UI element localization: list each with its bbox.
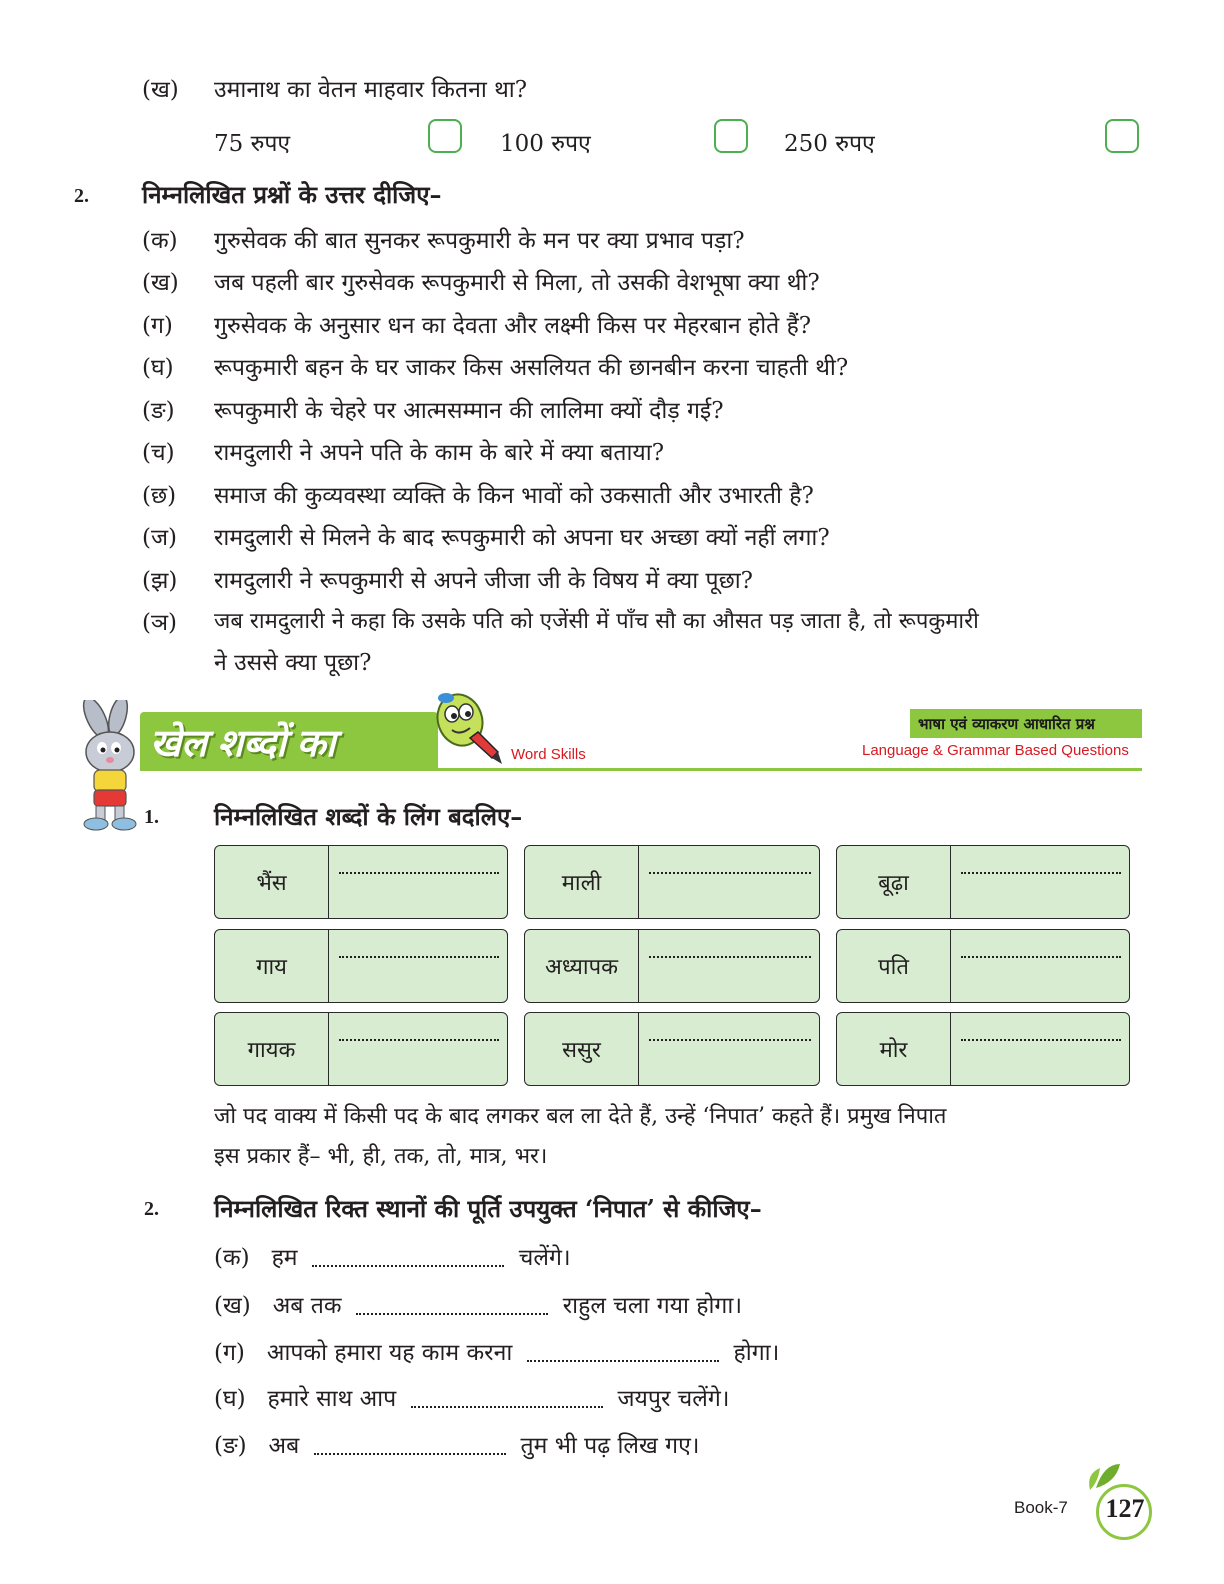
question-text: गुरुसेवक की बात सुनकर रूपकुमारी के मन पर क्या प्रभाव पड़ा? (214, 228, 745, 254)
leaf-icon (1082, 1460, 1122, 1494)
question-text: रामदुलारी से मिलने के बाद रूपकुमारी को अपना घर अच्छा क्यों नहीं लगा? (214, 525, 830, 551)
answer-blank[interactable] (961, 948, 1121, 958)
gender-word: मोर (837, 1013, 951, 1085)
gender-box (836, 1012, 1130, 1086)
question-label: (झ) (142, 568, 178, 594)
question-label: (ङ) (142, 398, 175, 424)
option-checkbox[interactable] (1105, 119, 1139, 153)
fill-label: (क) (214, 1245, 250, 1271)
fill-item (214, 1335, 779, 1367)
question-label: (ज) (142, 525, 178, 551)
banner-underline (140, 768, 1142, 771)
question-text: उमानाथ का वेतन माहवार कितना था? (214, 77, 528, 103)
fill-label: (ग) (214, 1340, 245, 1366)
fill-after: जयपुर चलेंगे। (617, 1386, 730, 1412)
question-label: (ञ) (142, 610, 178, 636)
gender-box (214, 1012, 508, 1086)
gender-box (524, 1012, 820, 1086)
question-text-continued: ने उससे क्या पूछा? (214, 650, 372, 676)
question-label: (क) (142, 228, 178, 254)
fill-label: (ङ) (214, 1433, 247, 1459)
fill-blank[interactable] (527, 1346, 719, 1362)
question-text: रूपकुमारी के चेहरे पर आत्मसम्मान की लालिमा क्यों दौड़ गई? (214, 398, 724, 424)
gender-word: माली (525, 846, 639, 918)
question-text: रूपकुमारी बहन के घर जाकर किस असलियत की छानबीन करना चाहती थी? (214, 355, 849, 381)
grammar-badge-english: Language & Grammar Based Questions (862, 742, 1129, 759)
gender-word: भैंस (215, 846, 329, 918)
section-number: 2. (74, 185, 89, 207)
fill-item (214, 1288, 742, 1320)
question-text: जब पहली बार गुरुसेवक रूपकुमारी से मिला, तो उसकी वेशभूषा क्या थी? (214, 270, 820, 296)
question-label: (ख) (142, 77, 179, 103)
question-label: (घ) (142, 355, 174, 381)
fill-label: (घ) (214, 1386, 246, 1412)
banner-title: खेल शब्दों का (150, 723, 336, 765)
fill-item (214, 1428, 700, 1460)
grammar-badge-text: भाषा एवं व्याकरण आधारित प्रश्न (918, 715, 1095, 733)
fill-label: (ख) (214, 1293, 251, 1319)
fill-blank[interactable] (312, 1251, 504, 1267)
option-text: 75 रुपए (214, 131, 291, 157)
fill-after: होगा। (733, 1340, 780, 1366)
option-checkbox[interactable] (428, 119, 462, 153)
gender-box (524, 929, 820, 1003)
fill-after: राहुल चला गया होगा। (562, 1293, 743, 1319)
nipat-definition-line: जो पद वाक्य में किसी पद के बाद लगकर बल ला देते हैं, उन्हें ‘निपात’ कहते हैं। प्रमुख निपात (214, 1104, 947, 1129)
rabbit-mascot-icon (66, 700, 150, 832)
fill-after: चलेंगे। (518, 1245, 571, 1271)
question-text: समाज की कुव्यवस्था व्यक्ति के किन भावों को उकसाती और उभारती है? (214, 483, 814, 509)
gender-box (524, 845, 820, 919)
answer-blank[interactable] (339, 864, 499, 874)
pencil-mascot-icon (430, 690, 510, 770)
question-text: गुरुसेवक के अनुसार धन का देवता और लक्ष्मी किस पर मेहरबान होते हैं? (214, 313, 812, 339)
question-text: रामदुलारी ने अपने पति के काम के बारे में क्या बताया? (214, 440, 665, 466)
fill-blank[interactable] (356, 1299, 548, 1315)
answer-blank[interactable] (961, 864, 1121, 874)
gender-word: बूढ़ा (837, 846, 951, 918)
option-text: 250 रुपए (784, 131, 875, 157)
gender-box (214, 929, 508, 1003)
answer-blank[interactable] (961, 1031, 1121, 1041)
gender-word: पति (837, 930, 951, 1002)
question-label: (च) (142, 440, 175, 466)
exercise-heading: निम्नलिखित शब्दों के लिंग बदलिए– (214, 802, 523, 831)
question-text: रामदुलारी ने रूपकुमारी से अपने जीजा जी के विषय में क्या पूछा? (214, 568, 753, 594)
answer-blank[interactable] (649, 948, 811, 958)
gender-box (836, 845, 1130, 919)
fill-item (214, 1381, 730, 1413)
question-label: (छ) (142, 483, 177, 509)
answer-blank[interactable] (649, 1031, 811, 1041)
fill-blank[interactable] (314, 1439, 506, 1455)
option-checkbox[interactable] (714, 119, 748, 153)
gender-word: अध्यापक (525, 930, 639, 1002)
answer-blank[interactable] (649, 864, 811, 874)
exercise-number: 2. (144, 1198, 159, 1220)
gender-word: गाय (215, 930, 329, 1002)
section-heading: निम्नलिखित प्रश्नों के उत्तर दीजिए– (142, 180, 442, 209)
fill-before: अब (268, 1433, 300, 1459)
nipat-definition-line: इस प्रकार हैं– भी, ही, तक, तो, मात्र, भर। (214, 1144, 548, 1169)
answer-blank[interactable] (339, 948, 499, 958)
banner-subtitle: Word Skills (511, 746, 586, 763)
question-text: जब रामदुलारी ने कहा कि उसके पति को एजेंसी में पाँच सौ का औसत पड़ जाता है, तो रूपकुमारी (214, 609, 979, 634)
gender-word: गायक (215, 1013, 329, 1085)
fill-before: हम (271, 1245, 298, 1271)
gender-box (214, 845, 508, 919)
fill-item (214, 1240, 571, 1272)
gender-box (836, 929, 1130, 1003)
question-label: (ग) (142, 313, 173, 339)
fill-before: आपको हमारा यह काम करना (266, 1340, 513, 1366)
answer-blank[interactable] (339, 1031, 499, 1041)
fill-blank[interactable] (411, 1392, 603, 1408)
gender-word: ससुर (525, 1013, 639, 1085)
page-number: 127 (1105, 1494, 1145, 1523)
option-text: 100 रुपए (500, 131, 591, 157)
question-label: (ख) (142, 270, 179, 296)
exercise-number: 1. (144, 806, 159, 828)
book-label: Book-7 (1014, 1498, 1068, 1517)
fill-after: तुम भी पढ़ लिख गए। (520, 1433, 700, 1459)
fill-before: हमारे साथ आप (267, 1386, 397, 1412)
fill-before: अब तक (272, 1293, 342, 1319)
exercise-heading: निम्नलिखित रिक्त स्थानों की पूर्ति उपयुक्त ‘निपात’ से कीजिए– (214, 1194, 762, 1223)
